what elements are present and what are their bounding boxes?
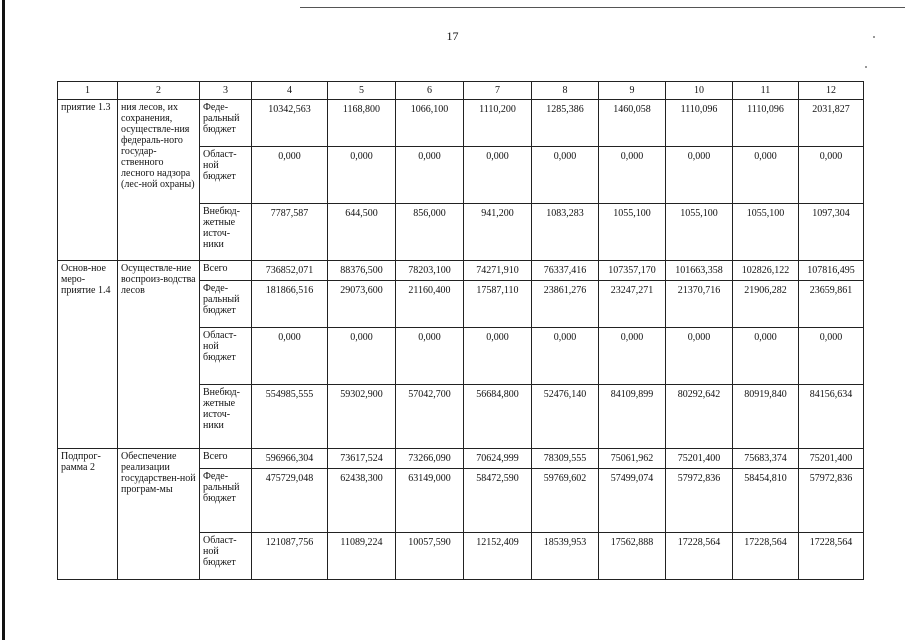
amount-cell: 941,200 bbox=[464, 204, 532, 261]
amount-cell: 0,000 bbox=[464, 328, 532, 385]
amount-cell: 18539,953 bbox=[532, 533, 599, 580]
amount-cell: 181866,516 bbox=[252, 281, 328, 328]
amount-cell: 0,000 bbox=[599, 147, 666, 204]
amount-cell: 84156,634 bbox=[799, 385, 864, 449]
amount-cell: 101663,358 bbox=[666, 261, 733, 281]
measure-code-cell: приятие 1.3 bbox=[58, 100, 118, 261]
funding-source-cell: Феде-ральный бюджет bbox=[200, 281, 252, 328]
amount-cell: 57042,700 bbox=[396, 385, 464, 449]
header-cell: 3 bbox=[200, 82, 252, 100]
header-cell: 8 bbox=[532, 82, 599, 100]
amount-cell: 0,000 bbox=[532, 328, 599, 385]
amount-cell: 1110,096 bbox=[733, 100, 799, 147]
amount-cell: 29073,600 bbox=[328, 281, 396, 328]
amount-cell: 0,000 bbox=[733, 328, 799, 385]
amount-cell: 7787,587 bbox=[252, 204, 328, 261]
scan-speck bbox=[865, 66, 867, 68]
header-cell: 11 bbox=[733, 82, 799, 100]
measure-name-cell: ния лесов, их сохранения, осуществле-ния федераль-ного государ-ственного лесного надзора (лес-ной охраны) bbox=[118, 100, 200, 261]
amount-cell: 1110,200 bbox=[464, 100, 532, 147]
header-cell: 6 bbox=[396, 82, 464, 100]
table-row bbox=[58, 100, 864, 147]
amount-cell: 23247,271 bbox=[599, 281, 666, 328]
funding-source-cell: Внебюд-жетные источ-ники bbox=[200, 385, 252, 449]
amount-cell: 73266,090 bbox=[396, 449, 464, 469]
header-cell: 2 bbox=[118, 82, 200, 100]
amount-cell: 856,000 bbox=[396, 204, 464, 261]
amount-cell: 0,000 bbox=[666, 147, 733, 204]
measure-name-cell: Обеспечение реализации государствен-ной програм-мы bbox=[118, 449, 200, 580]
amount-cell: 1168,800 bbox=[328, 100, 396, 147]
amount-cell: 1066,100 bbox=[396, 100, 464, 147]
funding-source-cell: Всего bbox=[200, 261, 252, 281]
amount-cell: 1097,304 bbox=[799, 204, 864, 261]
amount-cell: 1460,058 bbox=[599, 100, 666, 147]
amount-cell: 0,000 bbox=[532, 147, 599, 204]
amount-cell: 1055,100 bbox=[733, 204, 799, 261]
table-row bbox=[58, 261, 864, 281]
amount-cell: 2031,827 bbox=[799, 100, 864, 147]
amount-cell: 644,500 bbox=[328, 204, 396, 261]
amount-cell: 59302,900 bbox=[328, 385, 396, 449]
amount-cell: 12152,409 bbox=[464, 533, 532, 580]
amount-cell: 10342,563 bbox=[252, 100, 328, 147]
amount-cell: 0,000 bbox=[396, 328, 464, 385]
amount-cell: 76337,416 bbox=[532, 261, 599, 281]
header-cell: 12 bbox=[799, 82, 864, 100]
measure-code-cell: Основ-ное меро-приятие 1.4 bbox=[58, 261, 118, 449]
amount-cell: 17228,564 bbox=[799, 533, 864, 580]
amount-cell: 0,000 bbox=[252, 147, 328, 204]
funding-source-cell: Феде-ральный бюджет bbox=[200, 469, 252, 533]
amount-cell: 1083,283 bbox=[532, 204, 599, 261]
amount-cell: 21370,716 bbox=[666, 281, 733, 328]
page-number: 17 bbox=[446, 29, 459, 43]
funding-source-cell: Феде-ральный бюджет bbox=[200, 100, 252, 147]
header-cell: 1 bbox=[58, 82, 118, 100]
amount-cell: 63149,000 bbox=[396, 469, 464, 533]
amount-cell: 23659,861 bbox=[799, 281, 864, 328]
amount-cell: 17587,110 bbox=[464, 281, 532, 328]
funding-source-cell: Област-ной бюджет bbox=[200, 147, 252, 204]
amount-cell: 0,000 bbox=[799, 328, 864, 385]
amount-cell: 78203,100 bbox=[396, 261, 464, 281]
amount-cell: 1055,100 bbox=[666, 204, 733, 261]
measure-code-cell: Подпрог-рамма 2 bbox=[58, 449, 118, 580]
amount-cell: 57499,074 bbox=[599, 469, 666, 533]
header-cell: 9 bbox=[599, 82, 666, 100]
amount-cell: 17228,564 bbox=[733, 533, 799, 580]
amount-cell: 0,000 bbox=[464, 147, 532, 204]
amount-cell: 10057,590 bbox=[396, 533, 464, 580]
amount-cell: 21906,282 bbox=[733, 281, 799, 328]
amount-cell: 17562,888 bbox=[599, 533, 666, 580]
amount-cell: 0,000 bbox=[666, 328, 733, 385]
amount-cell: 21160,400 bbox=[396, 281, 464, 328]
amount-cell: 52476,140 bbox=[532, 385, 599, 449]
amount-cell: 73617,524 bbox=[328, 449, 396, 469]
amount-cell: 107816,495 bbox=[799, 261, 864, 281]
amount-cell: 84109,899 bbox=[599, 385, 666, 449]
amount-cell: 70624,999 bbox=[464, 449, 532, 469]
amount-cell: 75683,374 bbox=[733, 449, 799, 469]
amount-cell: 0,000 bbox=[733, 147, 799, 204]
amount-cell: 0,000 bbox=[328, 328, 396, 385]
amount-cell: 75201,400 bbox=[799, 449, 864, 469]
amount-cell: 121087,756 bbox=[252, 533, 328, 580]
funding-source-cell: Област-ной бюджет bbox=[200, 533, 252, 580]
header-cell: 10 bbox=[666, 82, 733, 100]
amount-cell: 62438,300 bbox=[328, 469, 396, 533]
amount-cell: 107357,170 bbox=[599, 261, 666, 281]
amount-cell: 11089,224 bbox=[328, 533, 396, 580]
funding-source-cell: Всего bbox=[200, 449, 252, 469]
amount-cell: 88376,500 bbox=[328, 261, 396, 281]
amount-cell: 1110,096 bbox=[666, 100, 733, 147]
amount-cell: 23861,276 bbox=[532, 281, 599, 328]
amount-cell: 58472,590 bbox=[464, 469, 532, 533]
header-cell: 4 bbox=[252, 82, 328, 100]
amount-cell: 75061,962 bbox=[599, 449, 666, 469]
amount-cell: 78309,555 bbox=[532, 449, 599, 469]
amount-cell: 596966,304 bbox=[252, 449, 328, 469]
amount-cell: 0,000 bbox=[252, 328, 328, 385]
amount-cell: 56684,800 bbox=[464, 385, 532, 449]
amount-cell: 80292,642 bbox=[666, 385, 733, 449]
amount-cell: 1055,100 bbox=[599, 204, 666, 261]
amount-cell: 736852,071 bbox=[252, 261, 328, 281]
amount-cell: 57972,836 bbox=[799, 469, 864, 533]
scan-speck bbox=[873, 36, 875, 38]
top-rule bbox=[300, 7, 905, 8]
header-row bbox=[58, 82, 864, 100]
amount-cell: 80919,840 bbox=[733, 385, 799, 449]
funding-source-cell: Внебюд-жетные источ-ники bbox=[200, 204, 252, 261]
amount-cell: 475729,048 bbox=[252, 469, 328, 533]
amount-cell: 74271,910 bbox=[464, 261, 532, 281]
table-row bbox=[58, 449, 864, 469]
funding-source-cell: Област-ной бюджет bbox=[200, 328, 252, 385]
amount-cell: 17228,564 bbox=[666, 533, 733, 580]
amount-cell: 58454,810 bbox=[733, 469, 799, 533]
amount-cell: 102826,122 bbox=[733, 261, 799, 281]
amount-cell: 75201,400 bbox=[666, 449, 733, 469]
amount-cell: 0,000 bbox=[599, 328, 666, 385]
amount-cell: 57972,836 bbox=[666, 469, 733, 533]
page-left-border bbox=[2, 0, 5, 640]
header-cell: 5 bbox=[328, 82, 396, 100]
amount-cell: 0,000 bbox=[799, 147, 864, 204]
amount-cell: 0,000 bbox=[396, 147, 464, 204]
budget-table bbox=[57, 81, 864, 580]
measure-name-cell: Осуществле-ние воспроиз-водства лесов bbox=[118, 261, 200, 449]
header-cell: 7 bbox=[464, 82, 532, 100]
amount-cell: 0,000 bbox=[328, 147, 396, 204]
amount-cell: 1285,386 bbox=[532, 100, 599, 147]
amount-cell: 59769,602 bbox=[532, 469, 599, 533]
amount-cell: 554985,555 bbox=[252, 385, 328, 449]
